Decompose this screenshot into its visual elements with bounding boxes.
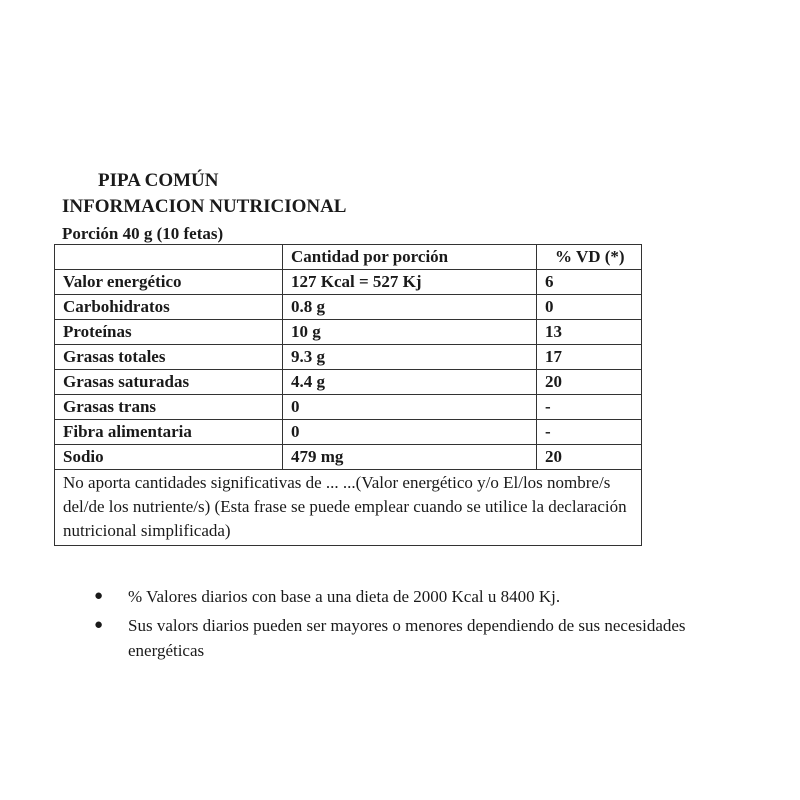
nutrient-name: Grasas saturadas <box>55 370 283 395</box>
nutrient-daily-value: - <box>537 395 642 420</box>
nutrition-info-title: INFORMACION NUTRICIONAL <box>62 196 347 217</box>
nutrient-amount: 0 <box>283 395 537 420</box>
nutrient-amount: 9.3 g <box>283 345 537 370</box>
nutrition-table <box>54 244 642 546</box>
nutrient-daily-value: 20 <box>537 370 642 395</box>
table-header-row <box>55 245 642 270</box>
nutrient-amount: 4.4 g <box>283 370 537 395</box>
nutrient-name: Valor energético <box>55 270 283 295</box>
portion-size: Porción 40 g (10 fetas) <box>62 224 224 243</box>
header-nutrient <box>55 245 283 270</box>
nutrient-amount: 0 <box>283 420 537 445</box>
table-note: No aporta cantidades significativas de ... ...(Valor energético y/o El/los nombre/s del/de los nutriente/s) (Esta frase se puede emplear cuando se utilice la declaración nutricional simplificada) <box>55 470 642 546</box>
nutrient-daily-value: - <box>537 420 642 445</box>
table-row <box>55 270 642 295</box>
footnotes-list <box>92 584 742 667</box>
nutrient-amount: 10 g <box>283 320 537 345</box>
nutrient-name: Grasas totales <box>55 345 283 370</box>
bullet-icon: ● <box>94 588 104 604</box>
table-row <box>55 295 642 320</box>
nutrient-name: Carbohidratos <box>55 295 283 320</box>
header-daily-value: % VD (*) <box>537 245 642 270</box>
nutrient-amount: 479 mg <box>283 445 537 470</box>
nutrient-name: Fibra alimentaria <box>55 420 283 445</box>
table-row <box>55 320 642 345</box>
table-row <box>55 445 642 470</box>
header-quantity: Cantidad por porción <box>283 245 537 270</box>
nutrient-daily-value: 20 <box>537 445 642 470</box>
nutrient-daily-value: 0 <box>537 295 642 320</box>
nutrient-name: Sodio <box>55 445 283 470</box>
table-row <box>55 370 642 395</box>
footnote-item <box>92 584 742 609</box>
footnote-text: Sus valors diarios pueden ser mayores o menores dependiendo de sus necesidades energéticas <box>128 616 686 660</box>
table-note-row <box>55 470 642 546</box>
nutrient-name: Grasas trans <box>55 395 283 420</box>
nutrient-amount: 127 Kcal = 527 Kj <box>283 270 537 295</box>
nutrient-daily-value: 17 <box>537 345 642 370</box>
bullet-icon: ● <box>94 617 104 633</box>
table-row <box>55 345 642 370</box>
product-title: PIPA COMÚN <box>98 170 219 191</box>
nutrient-daily-value: 6 <box>537 270 642 295</box>
nutrient-amount: 0.8 g <box>283 295 537 320</box>
nutrient-name: Proteínas <box>55 320 283 345</box>
nutrient-daily-value: 13 <box>537 320 642 345</box>
footnote-text: % Valores diarios con base a una dieta de 2000 Kcal u 8400 Kj. <box>128 587 561 606</box>
footnote-item <box>92 613 742 663</box>
table-row <box>55 395 642 420</box>
table-row <box>55 420 642 445</box>
